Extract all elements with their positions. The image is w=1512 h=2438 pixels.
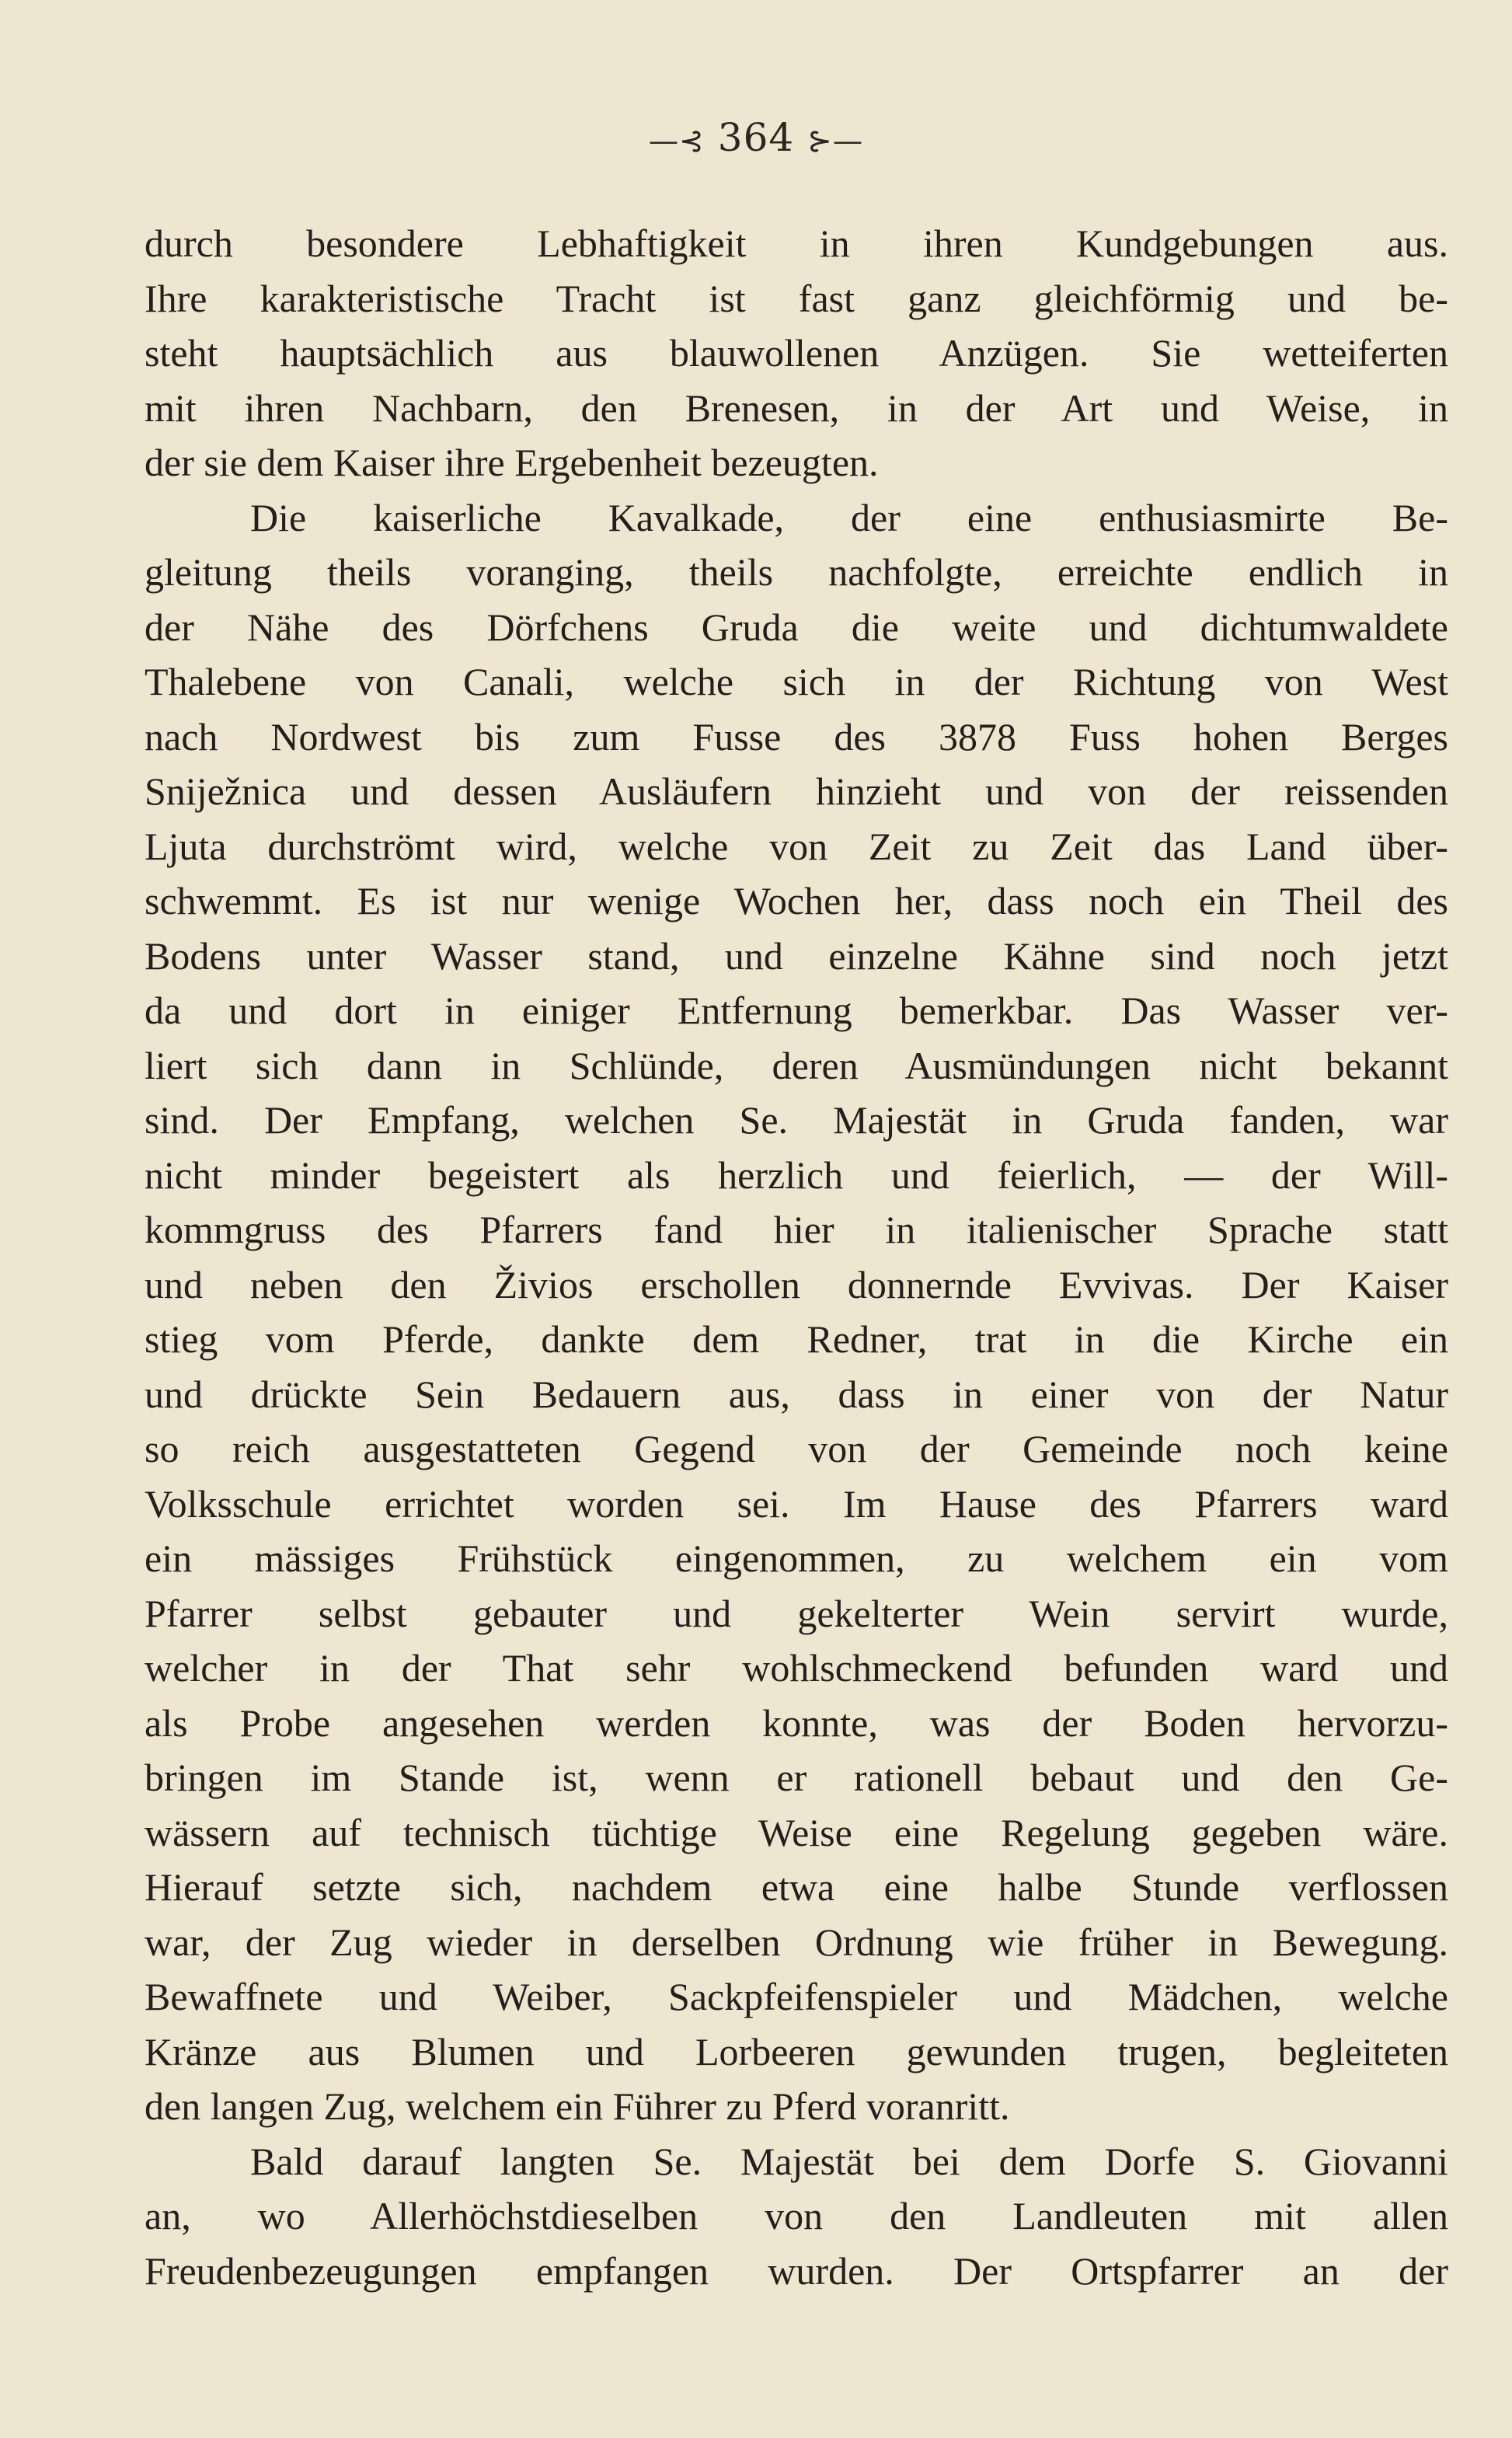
text-line: Sniježnica und dessen Ausläufern hinzieht und von der reissenden [145, 769, 1448, 813]
text-line: sind. Der Empfang, welchen Se. Majestät in Gruda fanden, war [145, 1098, 1448, 1142]
page-number: 364 [717, 115, 795, 160]
text-line: stieg vom Pferde, dankte dem Redner, trat in die Kirche ein [145, 1317, 1448, 1361]
text-line: der Nähe des Dörfchens Gruda die weite und dichtumwaldete [145, 605, 1448, 649]
text-line: Bodens unter Wasser stand, und einzelne Kähne sind noch jetzt [145, 933, 1448, 978]
text-line: steht hauptsächlich aus blauwollenen Anzügen. Sie wetteiferten [145, 331, 1448, 375]
text-line: Ihre karakteristische Tracht ist fast ganz gleichförmig und be- [145, 276, 1448, 320]
text-line: an, wo Allerhöchstdieselben von den Landleuten mit allen [145, 2194, 1448, 2237]
text-line: Bewaffnete und Weiber, Sackpfeifenspieler und Mädchen, welche [145, 1975, 1448, 2018]
text-line: wässern auf technisch tüchtige Weise eine Regelung gegeben wäre. [145, 1810, 1448, 1854]
text-line: bringen im Stande ist, wenn er rationell bebaut und den Ge- [145, 1756, 1448, 1799]
text-line: mit ihren Nachbarn, den Brenesen, in der Art und Weise, in [145, 385, 1448, 430]
text-line: welcher in der That sehr wohlschmeckend befunden ward und [145, 1646, 1448, 1690]
text-line: der sie dem Kaiser ihre Ergebenheit bezeugten. [145, 441, 879, 484]
text-line: gleitung theils voranging, theils nachfolgte, erreichte endlich in [145, 550, 1448, 594]
text-line: ein mässiges Frühstück eingenommen, zu welchem ein vom [145, 1536, 1448, 1580]
text-line: war, der Zug wieder in derselben Ordnung wie früher in Bewegung. [145, 1920, 1448, 1964]
text-line: da und dort in einiger Entfernung bemerkbar. Das Wasser ver- [145, 989, 1448, 1032]
text-line: und neben den Živios erschollen donnernde Evvivas. Der Kaiser [145, 1262, 1448, 1306]
text-line: Thalebene von Canali, welche sich in der Richtung von West [145, 660, 1448, 703]
text-line: den langen Zug, welchem ein Führer zu Pferd voranritt. [145, 2084, 1010, 2128]
text-line: Volksschule errichtet worden sei. Im Hause des Pfarrers ward [145, 1481, 1448, 1526]
text-line: schwemmt. Es ist nur wenige Wochen her, dass noch ein Theil des [145, 879, 1448, 923]
text-line: Ljuta durchströmt wird, welche von Zeit zu Zeit das Land über- [145, 824, 1448, 868]
text-line: kommgruss des Pfarrers fand hier in italienischer Sprache statt [145, 1208, 1448, 1251]
text-line: so reich ausgestatteten Gegend von der Gemeinde noch keine [145, 1427, 1448, 1470]
text-line: nach Nordwest bis zum Fusse des 3878 Fuss hohen Berges [145, 714, 1448, 759]
text-line: durch besondere Lebhaftigkeit in ihren Kundgebungen aus. [145, 221, 1448, 265]
ornament-right-icon: ⊱— [807, 124, 863, 158]
text-line: Bald darauf langten Se. Majestät bei dem Dorfe S. Giovanni [250, 2139, 1448, 2183]
text-line: und drückte Sein Bedauern aus, dass in einer von der Natur [145, 1372, 1448, 1416]
text-line: als Probe angesehen werden konnte, was der Boden hervorzu- [145, 1700, 1448, 1745]
text-line: Die kaiserliche Kavalkade, der eine enthusiasmirte Be- [250, 495, 1448, 539]
text-line: Pfarrer selbst gebauter und gekelterter Wein servirt wurde, [145, 1591, 1448, 1635]
body-text [145, 216, 1448, 2298]
page-header [0, 115, 1512, 160]
text-line: nicht minder begeistert als herzlich und feierlich, — der Will- [145, 1153, 1448, 1197]
ornament-left-icon: —⊰ [649, 124, 705, 158]
text-line: Hierauf setzte sich, nachdem etwa eine halbe Stunde verflossen [145, 1865, 1448, 1909]
text-line: liert sich dann in Schlünde, deren Ausmündungen nicht bekannt [145, 1043, 1448, 1087]
text-line: Freudenbezeugungen empfangen wurden. Der Ortspfarrer an der [145, 2248, 1448, 2293]
text-line: Kränze aus Blumen und Lorbeeren gewunden trugen, begleiteten [145, 2029, 1448, 2074]
